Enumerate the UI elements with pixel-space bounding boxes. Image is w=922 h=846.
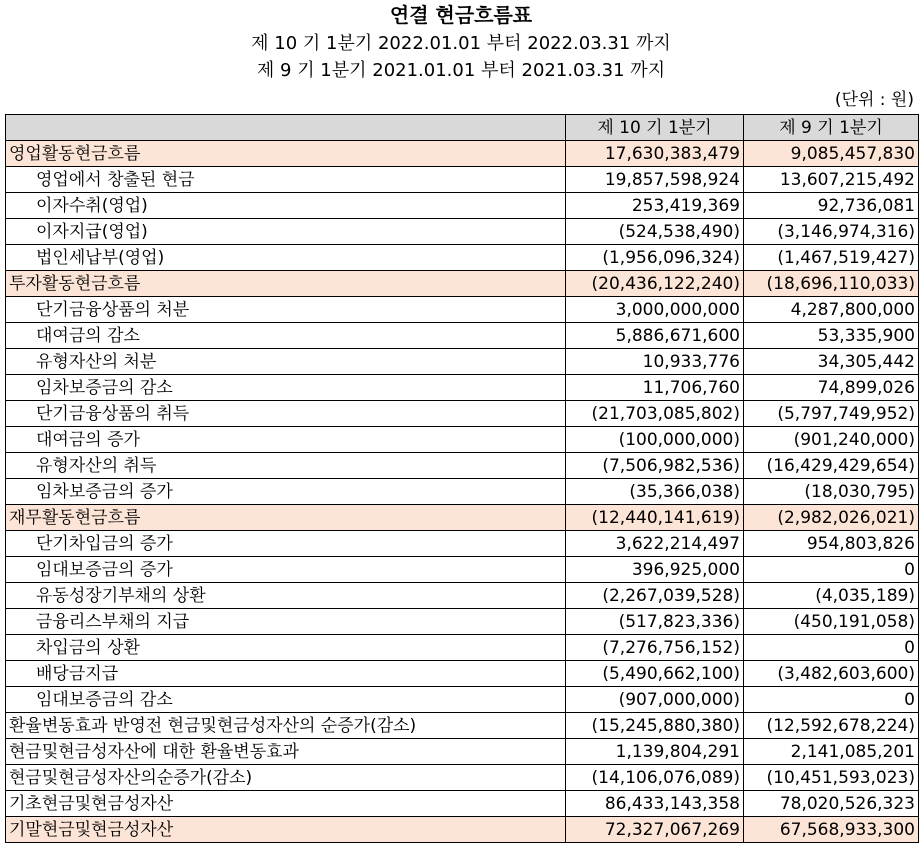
current-period-value: (1,956,096,324) — [566, 245, 744, 271]
prior-period-value: 67,568,933,300 — [744, 817, 919, 843]
prior-period-value: 92,736,081 — [744, 193, 919, 219]
row-label: 유형자산의 취득 — [6, 453, 566, 479]
current-period-value: 86,433,143,358 — [566, 791, 744, 817]
table-row — [6, 609, 919, 635]
current-period-value: (524,538,490) — [566, 219, 744, 245]
table-row — [6, 427, 919, 453]
table-row — [6, 401, 919, 427]
table-row — [6, 687, 919, 713]
row-label: 단기금융상품의 취득 — [6, 401, 566, 427]
prior-period-value: (16,429,429,654) — [744, 453, 919, 479]
row-label: 임차보증금의 증가 — [6, 479, 566, 505]
table-row — [6, 167, 919, 193]
row-label: 이자수취(영업) — [6, 193, 566, 219]
prior-period-value: (1,467,519,427) — [744, 245, 919, 271]
prior-period-value: 13,607,215,492 — [744, 167, 919, 193]
current-period-value: (7,506,982,536) — [566, 453, 744, 479]
current-period-value: 10,933,776 — [566, 349, 744, 375]
current-period-value: 17,630,383,479 — [566, 141, 744, 167]
prior-period-value: (10,451,593,023) — [744, 765, 919, 791]
current-period-value: 3,000,000,000 — [566, 297, 744, 323]
current-period-value: (35,366,038) — [566, 479, 744, 505]
header-current-period: 제 10 기 1분기 — [566, 115, 744, 141]
row-label: 대여금의 증가 — [6, 427, 566, 453]
prior-period-value: (3,146,974,316) — [744, 219, 919, 245]
prior-period-value: (901,240,000) — [744, 427, 919, 453]
row-label: 현금및현금성자산에 대한 환율변동효과 — [6, 739, 566, 765]
table-row — [6, 141, 919, 167]
cash-flow-table — [5, 114, 919, 843]
table-row — [6, 271, 919, 297]
table-row — [6, 375, 919, 401]
row-label: 환율변동효과 반영전 현금및현금성자산의 순증가(감소) — [6, 713, 566, 739]
row-label: 금융리스부채의 지급 — [6, 609, 566, 635]
table-row — [6, 349, 919, 375]
prior-period-value: (18,030,795) — [744, 479, 919, 505]
table-row — [6, 557, 919, 583]
row-label: 임대보증금의 증가 — [6, 557, 566, 583]
prior-period-value: 74,899,026 — [744, 375, 919, 401]
table-row — [6, 245, 919, 271]
table-row — [6, 791, 919, 817]
current-period-value: 19,857,598,924 — [566, 167, 744, 193]
prior-period-value: 34,305,442 — [744, 349, 919, 375]
prior-period-value: 0 — [744, 557, 919, 583]
current-period-value: 396,925,000 — [566, 557, 744, 583]
row-label: 영업활동현금흐름 — [6, 141, 566, 167]
table-row — [6, 193, 919, 219]
table-row — [6, 531, 919, 557]
table-row — [6, 453, 919, 479]
current-period-value: (2,267,039,528) — [566, 583, 744, 609]
current-period-value: 72,327,067,269 — [566, 817, 744, 843]
current-period-value: 11,706,760 — [566, 375, 744, 401]
prior-period-value: (3,482,603,600) — [744, 661, 919, 687]
row-label: 임차보증금의 감소 — [6, 375, 566, 401]
table-header-row — [6, 115, 919, 141]
row-label: 유형자산의 처분 — [6, 349, 566, 375]
current-period-value: (12,440,141,619) — [566, 505, 744, 531]
prior-period-value: 2,141,085,201 — [744, 739, 919, 765]
table-row — [6, 765, 919, 791]
prior-period-value: 9,085,457,830 — [744, 141, 919, 167]
current-period-value: 5,886,671,600 — [566, 323, 744, 349]
row-label: 영업에서 창출된 현금 — [6, 167, 566, 193]
row-label: 재무활동현금흐름 — [6, 505, 566, 531]
table-body — [6, 141, 919, 843]
current-period-value: (907,000,000) — [566, 687, 744, 713]
header-item — [6, 115, 566, 141]
period-prior: 제 9 기 1분기 2021.01.01 부터 2021.03.31 까지 — [256, 60, 666, 81]
period-current: 제 10 기 1분기 2022.01.01 부터 2022.03.31 까지 — [251, 33, 671, 54]
prior-period-value: 78,020,526,323 — [744, 791, 919, 817]
row-label: 대여금의 감소 — [6, 323, 566, 349]
row-label: 유동성장기부채의 상환 — [6, 583, 566, 609]
row-label: 배당금지급 — [6, 661, 566, 687]
header-prior-period: 제 9 기 1분기 — [744, 115, 919, 141]
current-period-value: (15,245,880,380) — [566, 713, 744, 739]
table-row — [6, 583, 919, 609]
row-label: 차입금의 상환 — [6, 635, 566, 661]
row-label: 투자활동현금흐름 — [6, 271, 566, 297]
prior-period-value: 0 — [744, 687, 919, 713]
current-period-value: (100,000,000) — [566, 427, 744, 453]
row-label: 기말현금및현금성자산 — [6, 817, 566, 843]
prior-period-value: (2,982,026,021) — [744, 505, 919, 531]
prior-period-value: 4,287,800,000 — [744, 297, 919, 323]
table-row — [6, 479, 919, 505]
prior-period-value: 0 — [744, 635, 919, 661]
current-period-value: (517,823,336) — [566, 609, 744, 635]
current-period-value: 3,622,214,497 — [566, 531, 744, 557]
table-row — [6, 219, 919, 245]
table-row — [6, 817, 919, 843]
prior-period-value: 53,335,900 — [744, 323, 919, 349]
current-period-value: (20,436,122,240) — [566, 271, 744, 297]
row-label: 단기차입금의 증가 — [6, 531, 566, 557]
prior-period-value: (12,592,678,224) — [744, 713, 919, 739]
unit-label: (단위 : 원) — [834, 90, 914, 110]
table-row — [6, 323, 919, 349]
current-period-value: (14,106,076,089) — [566, 765, 744, 791]
table-row — [6, 739, 919, 765]
row-label: 단기금융상품의 처분 — [6, 297, 566, 323]
table-row — [6, 713, 919, 739]
row-label: 임대보증금의 감소 — [6, 687, 566, 713]
table-row — [6, 661, 919, 687]
current-period-value: (5,490,662,100) — [566, 661, 744, 687]
table-row — [6, 297, 919, 323]
prior-period-value: (5,797,749,952) — [744, 401, 919, 427]
row-label: 현금및현금성자산의순증가(감소) — [6, 765, 566, 791]
prior-period-value: 954,803,826 — [744, 531, 919, 557]
row-label: 이자지급(영업) — [6, 219, 566, 245]
prior-period-value: (18,696,110,033) — [744, 271, 919, 297]
prior-period-value: (450,191,058) — [744, 609, 919, 635]
current-period-value: 253,419,369 — [566, 193, 744, 219]
current-period-value: 1,139,804,291 — [566, 739, 744, 765]
current-period-value: (21,703,085,802) — [566, 401, 744, 427]
row-label: 기초현금및현금성자산 — [6, 791, 566, 817]
prior-period-value: (4,035,189) — [744, 583, 919, 609]
current-period-value: (7,276,756,152) — [566, 635, 744, 661]
statement-title: 연결 현금흐름표 — [389, 3, 533, 27]
table-row — [6, 635, 919, 661]
row-label: 법인세납부(영업) — [6, 245, 566, 271]
table-row — [6, 505, 919, 531]
